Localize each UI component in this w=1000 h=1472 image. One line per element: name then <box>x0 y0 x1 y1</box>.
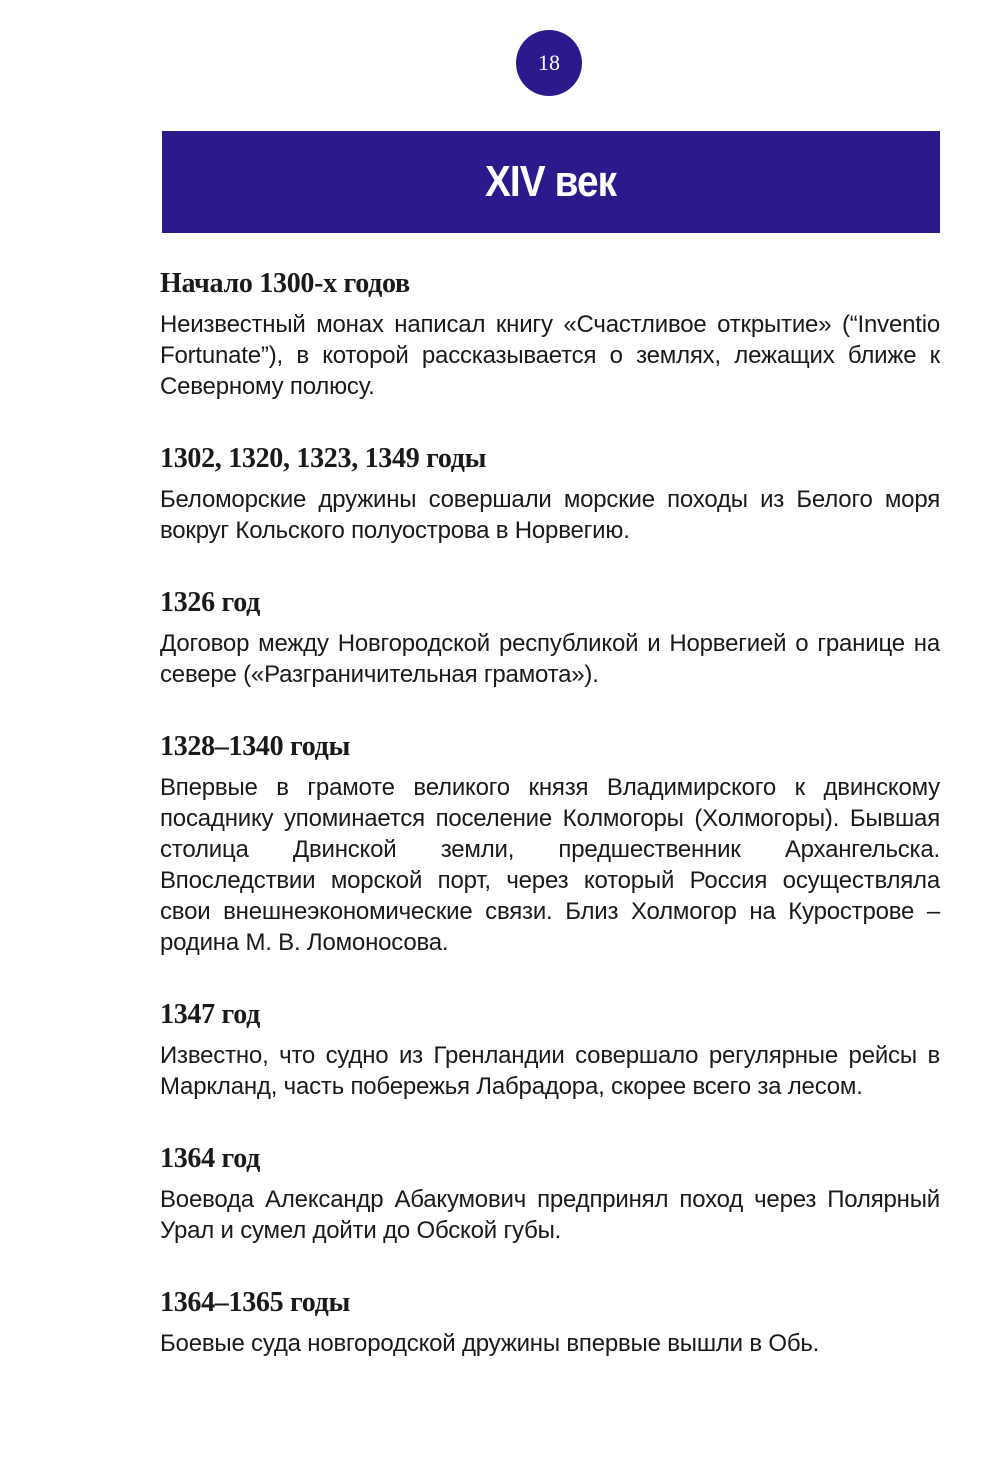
chronology-entries <box>160 265 940 1359</box>
chapter-header-banner <box>162 131 940 233</box>
entry-description: Известно, что судно из Гренландии совершало регулярные рейсы в Маркланд, часть побережья Лабрадора, скорее всего за лесом. <box>160 1042 940 1100</box>
entry-description: Воевода Александр Абакумович предпринял поход через Полярный Урал и сумел дойти до Обской губы. <box>160 1186 940 1244</box>
entry-date: 1328–1340 годы <box>160 731 351 762</box>
entry-description: Договор между Новгородской республикой и Норвегией о границе на севере («Разграничительная грамота»). <box>160 630 940 688</box>
chronology-entry <box>160 440 940 546</box>
entry-description: Неизвестный монах написал книгу «Счастливое открытие» (“Inventio Fortunate”), в которой рассказывается о землях, лежащих ближе к Северному полюсу. <box>160 311 940 400</box>
page-number: 18 <box>516 30 582 96</box>
entry-date: 1364 год <box>160 1143 260 1174</box>
chronology-entry <box>160 996 940 1102</box>
entry-description: Боевые суда новгородской дружины впервые вышли в Обь. <box>160 1330 820 1357</box>
entry-date: 1364–1365 годы <box>160 1287 351 1318</box>
entry-date: 1302, 1320, 1323, 1349 годы <box>160 443 487 474</box>
chronology-entry <box>160 1284 940 1359</box>
entry-description: Впервые в грамоте великого князя Владимирского к двинскому посаднику упоминается поселение Колмогоры (Холмогоры). Бывшая столица Двинской земли, предшественник Архангельска. Впоследствии морской порт, через который Россия осуществляла свои внешнеэкономические связи. Близ Холмогор на Курострове – родина М. В. Ломоносова. <box>160 774 940 956</box>
chapter-title: XIV век <box>485 157 617 206</box>
entry-date: 1347 год <box>160 999 260 1030</box>
entry-description: Беломорские дружины совершали морские походы из Белого моря вокруг Кольского полуострова в Норвегию. <box>160 486 940 544</box>
chronology-entry <box>160 265 940 402</box>
chronology-entry <box>160 728 940 958</box>
entry-date: Начало 1300-х годов <box>160 268 410 299</box>
entry-date: 1326 год <box>160 587 260 618</box>
chronology-entry <box>160 584 940 690</box>
chronology-entry <box>160 1140 940 1246</box>
